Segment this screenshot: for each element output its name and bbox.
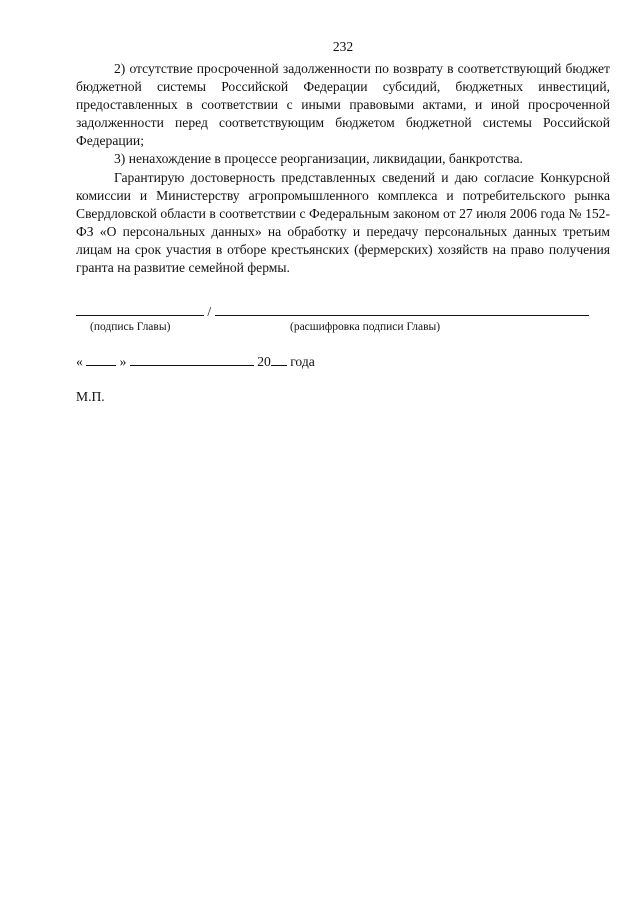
date-day-blank[interactable] (86, 353, 116, 366)
paragraph-condition-3: 3) ненахождение в процессе реорганизации, ликвидации, банкротства. (114, 151, 523, 167)
signature-separator: / (204, 304, 215, 319)
signature-line (76, 303, 596, 321)
date-close-quote: » (116, 354, 130, 369)
date-year-word: года (286, 354, 315, 369)
signature-decoding-blank[interactable] (215, 303, 589, 316)
signature-blank[interactable] (76, 303, 204, 316)
date-year-blank[interactable] (271, 353, 287, 366)
date-line (76, 353, 315, 371)
stamp-label: М.П. (76, 389, 105, 404)
date-month-blank[interactable] (130, 353, 254, 366)
page-number: 232 (332, 39, 354, 54)
signature-caption: (подпись Главы) (90, 321, 171, 333)
date-century: 20 (253, 354, 271, 369)
paragraph-condition-2: 2) отсутствие просроченной задолженности по возврату в соответствующий бюджет бюджетной системы Российской Федерации субсидий, бюджетных инвестиций, предоставленных в соответствии с иными правовыми актами, и иной просроченной задолженности перед соответствующим бюджетом бюджетной системы Российской Федерации; (76, 61, 610, 149)
document-body (76, 60, 610, 277)
date-open-quote: « (76, 354, 87, 369)
signature-decoding-caption: (расшифровка подписи Главы) (290, 321, 441, 333)
paragraph-consent: Гарантирую достоверность представленных сведений и даю согласие Конкурсной комиссии и Министерству агропромышленного комплекса и потребительского рынка Свердловской области в соответствии с Федеральным законом от 27 июля 2006 года № 152-ФЗ «О персональных данных» на обработку и передачу персональных данных третьим лицам на срок участия в отборе крестьянских (фермерских) хозяйств на право получения гранта на развитие семейной фермы. (76, 169, 610, 276)
